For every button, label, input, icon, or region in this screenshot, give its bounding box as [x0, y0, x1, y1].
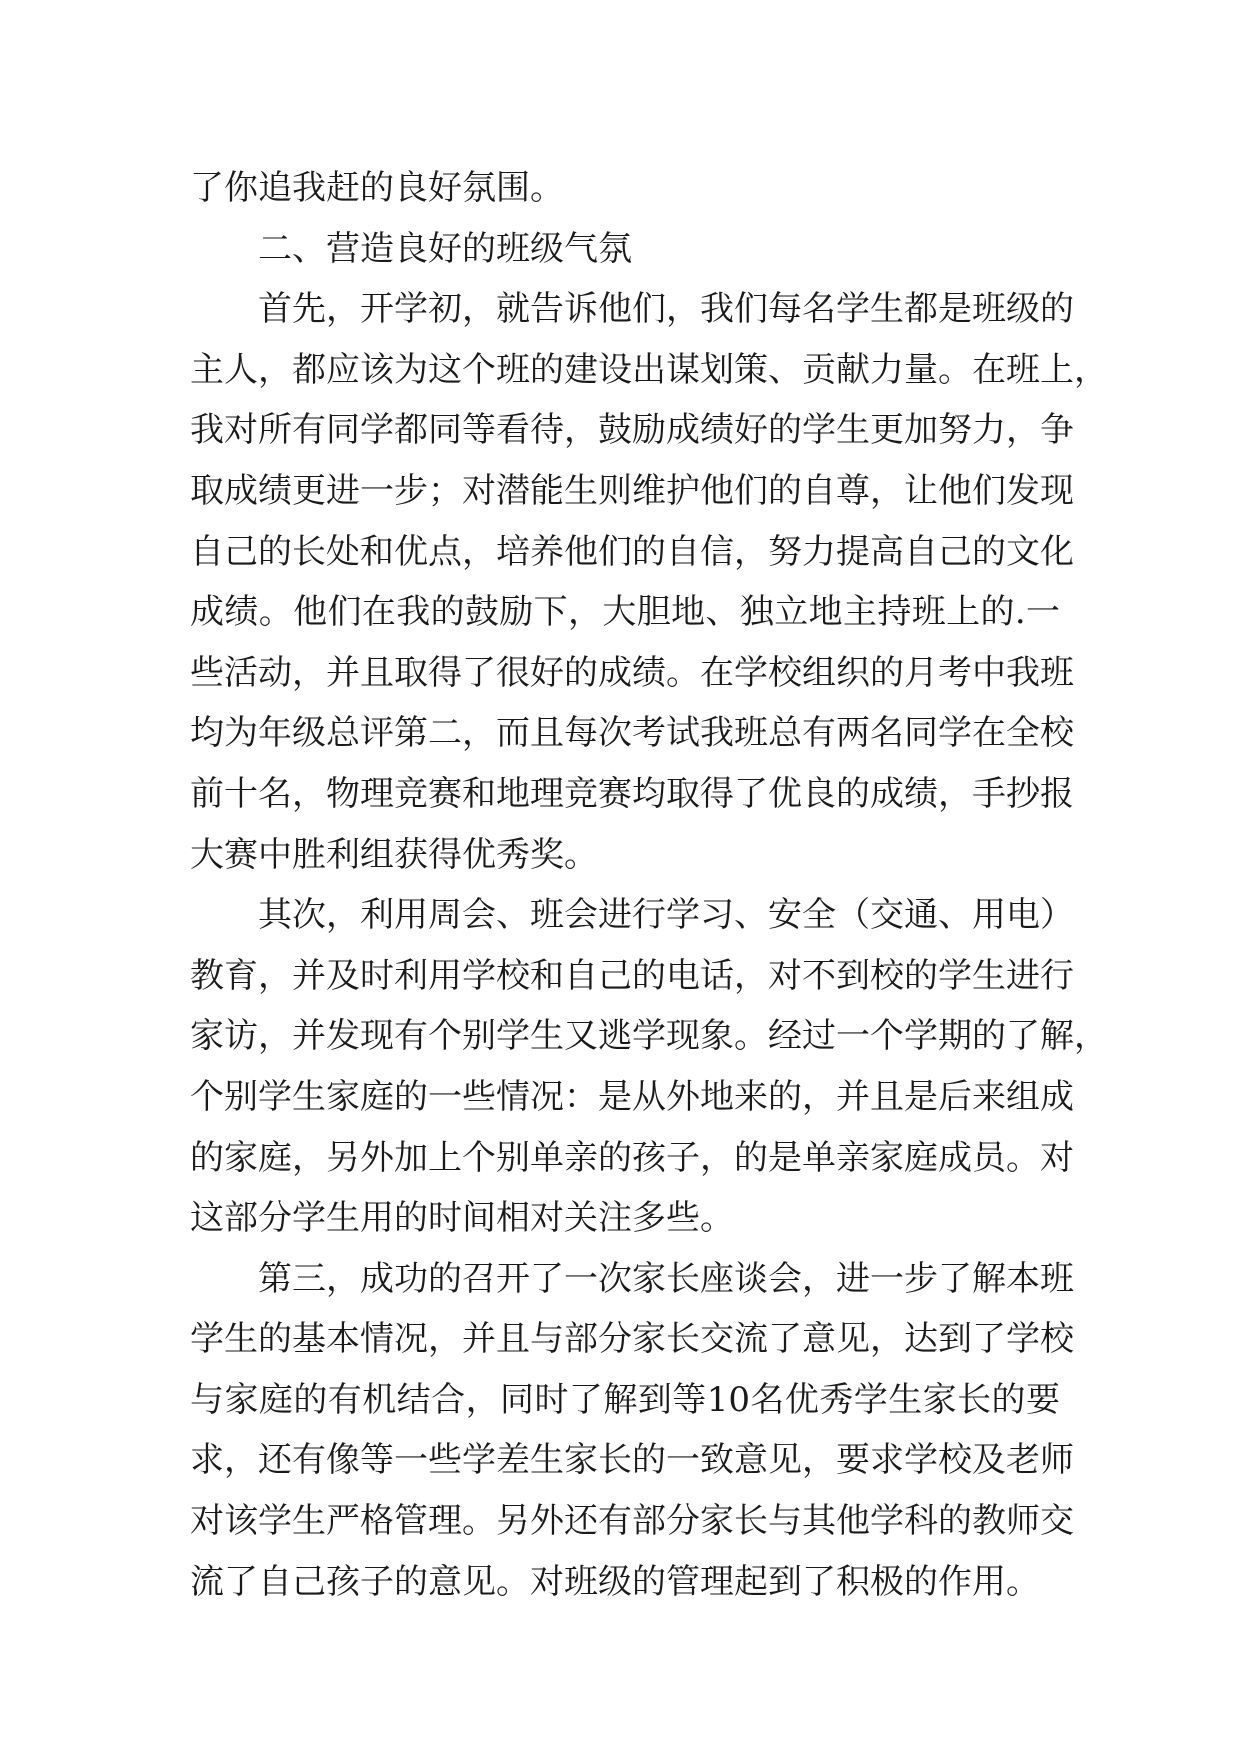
paragraph-line: 些活动，并且取得了很好的成绩。在学校组织的月考中我班 — [190, 652, 1074, 693]
document-body — [190, 158, 1108, 1612]
section-heading: 二、营造良好的班级气氛 — [258, 228, 632, 269]
paragraph-line: 个别学生家庭的一些情况：是从外地来的，并且是后来组成 — [190, 1076, 1074, 1117]
paragraph-line: 教育，并及时利用学校和自己的电话，对不到校的学生进行 — [190, 955, 1074, 996]
paragraph-line: 取成绩更进一步；对潜能生则维护他们的自尊，让他们发现 — [190, 470, 1074, 511]
paragraph-line: 对该学生严格管理。另外还有部分家长与其他学科的教师交 — [190, 1501, 1074, 1542]
paragraph-line: 家访，并发现有个别学生又逃学现象。经过一个学期的了解， — [190, 1016, 1108, 1057]
paragraph-line: 大赛中胜利组获得优秀奖。 — [190, 834, 598, 875]
paragraph-line: 成绩。他们在我的鼓励下，大胆地、独立地主持班上的.一 — [190, 592, 1060, 633]
paragraph-line: 自己的长处和优点，培养他们的自信，努力提高自己的文化 — [190, 531, 1074, 572]
paragraph-line: 的家庭，另外加上个别单亲的孩子，的是单亲家庭成员。对 — [190, 1137, 1074, 1178]
paragraph-line: 其次，利用周会、班会进行学习、安全（交通、用电） — [258, 895, 1074, 936]
paragraph-line: 主人，都应该为这个班的建设出谋划策、贡献力量。在班上， — [190, 349, 1108, 390]
paragraph-line: 学生的基本情况，并且与部分家长交流了意见，达到了学校 — [190, 1319, 1074, 1360]
paragraph-line: 前十名，物理竞赛和地理竞赛均取得了优良的成绩，手抄报 — [190, 773, 1074, 814]
paragraph-line: 我对所有同学都同等看待，鼓励成绩好的学生更加努力，争 — [190, 410, 1074, 451]
paragraph-line: 这部分学生用的时间相对关注多些。 — [190, 1198, 734, 1239]
paragraph-line: 首先，开学初，就告诉他们，我们每名学生都是班级的 — [258, 289, 1074, 330]
paragraph-line: 均为年级总评第二，而且每次考试我班总有两名同学在全校 — [190, 713, 1074, 754]
paragraph-line: 流了自己孩子的意见。对班级的管理起到了积极的作用。 — [190, 1561, 1040, 1602]
paragraph-line: 了你追我赶的良好氛围。 — [190, 168, 564, 208]
paragraph-line: 第三，成功的召开了一次家长座谈会，进一步了解本班 — [258, 1258, 1074, 1299]
paragraph-line: 求，还有像等一些学差生家长的一致意见，要求学校及老师 — [190, 1440, 1074, 1481]
paragraph-line: 与家庭的有机结合，同时了解到等10名优秀学生家长的要 — [190, 1379, 1060, 1420]
